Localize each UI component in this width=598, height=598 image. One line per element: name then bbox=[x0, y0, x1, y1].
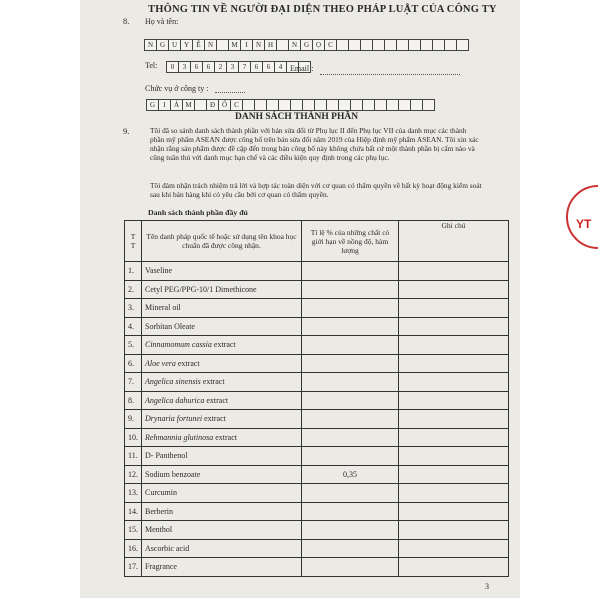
name-label: Họ và tên: bbox=[145, 17, 179, 26]
ingredient-ratio bbox=[302, 299, 399, 318]
section-heading-representative: THÔNG TIN VỀ NGƯỜI ĐẠI DIỆN THEO PHÁP LUẬT CỦA CÔNG TY bbox=[148, 4, 497, 15]
tel-label: Tel: bbox=[145, 61, 158, 70]
ingredient-ratio bbox=[302, 539, 399, 558]
header-name: Tên danh pháp quốc tế hoặc sử dụng tên khoa học chuẩn đã được công nhận. bbox=[142, 221, 302, 262]
table-row bbox=[125, 465, 509, 484]
char-box: N bbox=[204, 39, 217, 51]
char-box: M bbox=[228, 39, 241, 51]
ingredient-note bbox=[399, 521, 509, 540]
item-number-9: 9. bbox=[123, 126, 130, 136]
position-label: Chức vụ ở công ty : bbox=[145, 84, 209, 93]
char-box bbox=[422, 99, 435, 111]
char-box: G bbox=[300, 39, 313, 51]
row-number: 9. bbox=[125, 410, 142, 429]
char-box: 0 bbox=[166, 61, 179, 73]
ingredient-name: D- Panthenol bbox=[142, 447, 302, 466]
email-line bbox=[320, 66, 460, 75]
table-row bbox=[125, 502, 509, 521]
ingredient-name: Mineral oil bbox=[142, 299, 302, 318]
ingredient-name: Aloe vera extract bbox=[142, 354, 302, 373]
ingredient-name: Berberin bbox=[142, 502, 302, 521]
char-box: G bbox=[146, 99, 159, 111]
ingredient-note bbox=[399, 336, 509, 355]
char-box: 7 bbox=[238, 61, 251, 73]
char-box: G bbox=[156, 39, 169, 51]
row-number: 1. bbox=[125, 262, 142, 281]
table-row bbox=[125, 410, 509, 429]
header-ratio: Tỉ lệ % của những chất có giới hạn về nồng độ, hàm lượng bbox=[302, 221, 399, 262]
ingredient-name: Cetyl PEG/PPG-10/1 Dimethicone bbox=[142, 280, 302, 299]
background-right bbox=[520, 0, 598, 598]
row-number: 16. bbox=[125, 539, 142, 558]
ingredient-note bbox=[399, 465, 509, 484]
ingredient-note bbox=[399, 484, 509, 503]
table-row bbox=[125, 336, 509, 355]
char-box: I bbox=[158, 99, 171, 111]
char-box: Y bbox=[180, 39, 193, 51]
table-row bbox=[125, 262, 509, 281]
char-box: 3 bbox=[178, 61, 191, 73]
table-row bbox=[125, 299, 509, 318]
table-row bbox=[125, 391, 509, 410]
char-box: U bbox=[168, 39, 181, 51]
ingredient-ratio bbox=[302, 354, 399, 373]
ingredient-name: Drynaria fortunei extract bbox=[142, 410, 302, 429]
char-box: 6 bbox=[250, 61, 263, 73]
row-number: 11. bbox=[125, 447, 142, 466]
ingredient-note bbox=[399, 558, 509, 577]
row-number: 6. bbox=[125, 354, 142, 373]
char-box: 2 bbox=[214, 61, 227, 73]
char-box: N bbox=[144, 39, 157, 51]
char-box: C bbox=[230, 99, 243, 111]
ingredient-ratio bbox=[302, 262, 399, 281]
ingredient-note bbox=[399, 391, 509, 410]
ingredient-ratio bbox=[302, 428, 399, 447]
table-row bbox=[125, 373, 509, 392]
ingredient-note bbox=[399, 447, 509, 466]
char-box: I bbox=[240, 39, 253, 51]
char-box: Ễ bbox=[192, 39, 205, 51]
ingredient-note bbox=[399, 280, 509, 299]
table-row bbox=[125, 447, 509, 466]
position-line bbox=[215, 84, 245, 93]
ingredient-note bbox=[399, 354, 509, 373]
char-box: H bbox=[264, 39, 277, 51]
char-box: C bbox=[324, 39, 337, 51]
ingredient-ratio bbox=[302, 502, 399, 521]
row-number: 8. bbox=[125, 391, 142, 410]
ingredient-name: Vaseline bbox=[142, 262, 302, 281]
header-tt: T T bbox=[125, 221, 142, 262]
ingredient-name: Angelica dahurica extract bbox=[142, 391, 302, 410]
ingredient-name: Sorbitan Oleate bbox=[142, 317, 302, 336]
ingredient-ratio bbox=[302, 373, 399, 392]
char-box: 3 bbox=[226, 61, 239, 73]
ingredient-ratio bbox=[302, 484, 399, 503]
char-box: Ọ bbox=[312, 39, 325, 51]
char-box: M bbox=[182, 99, 195, 111]
declaration-paragraph-1: Tôi đã so sánh danh sách thành phần với bản sửa đổi từ Phụ lục II đến Phụ lục VII của danh mục các thành phần mỹ phẩm ASEAN được công bố trên bản sửa đổi năm 2019 của Hiệp định mỹ phẩm ASEAN. Tôi xin xác nhận rằng sản phẩm được đề cập đến trong bản công bố này không chứa bất cứ một thành phần bị cấm nào và cũng tuân thủ với danh mục hạn chế và các điều kiện quy định trong các phụ lục. bbox=[150, 126, 479, 162]
row-number: 12. bbox=[125, 465, 142, 484]
ingredient-table bbox=[124, 220, 509, 577]
char-box: N bbox=[288, 39, 301, 51]
ingredient-ratio bbox=[302, 391, 399, 410]
table-row bbox=[125, 280, 509, 299]
ingredient-note bbox=[399, 428, 509, 447]
table-header-row bbox=[125, 221, 509, 262]
char-box: 6 bbox=[202, 61, 215, 73]
ingredient-name: Rehmannia glutinosa extract bbox=[142, 428, 302, 447]
ingredient-note bbox=[399, 299, 509, 318]
header-note: Ghi chú bbox=[399, 221, 509, 262]
char-box: 6 bbox=[262, 61, 275, 73]
ingredient-table-title: Danh sách thành phần đầy đủ bbox=[148, 208, 248, 217]
ingredient-name: Ascorbic acid bbox=[142, 539, 302, 558]
ingredient-ratio: 0,35 bbox=[302, 465, 399, 484]
ingredient-name: Curcumin bbox=[142, 484, 302, 503]
table-row bbox=[125, 521, 509, 540]
row-number: 15. bbox=[125, 521, 142, 540]
char-box: Á bbox=[170, 99, 183, 111]
ingredient-name: Cinnamomum cassia extract bbox=[142, 336, 302, 355]
ingredient-name: Menthol bbox=[142, 521, 302, 540]
table-row bbox=[125, 428, 509, 447]
position-char-boxes bbox=[146, 99, 434, 111]
row-number: 13. bbox=[125, 484, 142, 503]
ingredient-note bbox=[399, 539, 509, 558]
char-box: 4 bbox=[274, 61, 287, 73]
table-row bbox=[125, 539, 509, 558]
ingredient-note bbox=[399, 373, 509, 392]
row-number: 10. bbox=[125, 428, 142, 447]
row-number: 4. bbox=[125, 317, 142, 336]
tel-char-boxes bbox=[166, 61, 310, 73]
page-number: 3 bbox=[485, 582, 489, 591]
char-box: Đ bbox=[206, 99, 219, 111]
ingredient-name: Sodium benzoate bbox=[142, 465, 302, 484]
row-number: 7. bbox=[125, 373, 142, 392]
table-row bbox=[125, 484, 509, 503]
ingredients-heading: DANH SÁCH THÀNH PHẦN bbox=[235, 112, 359, 122]
table-row bbox=[125, 354, 509, 373]
char-box: N bbox=[252, 39, 265, 51]
char-box bbox=[456, 39, 469, 51]
ingredient-name: Fragrance bbox=[142, 558, 302, 577]
table-row bbox=[125, 558, 509, 577]
char-box: Ố bbox=[218, 99, 231, 111]
row-number: 2. bbox=[125, 280, 142, 299]
ingredient-note bbox=[399, 262, 509, 281]
table-row bbox=[125, 317, 509, 336]
ingredient-ratio bbox=[302, 336, 399, 355]
ingredient-note bbox=[399, 502, 509, 521]
ingredient-ratio bbox=[302, 410, 399, 429]
item-number-8: 8. bbox=[123, 16, 130, 26]
ingredient-note bbox=[399, 317, 509, 336]
declaration-paragraph-2: Tôi đảm nhận trách nhiệm trả lời và hợp tác toàn diện với cơ quan có thẩm quyền về bất kỳ hoạt động kiểm soát sau khi bán hàng khi có yêu cầu bởi cơ quan có thẩm quyền. bbox=[150, 181, 482, 199]
ingredient-ratio bbox=[302, 447, 399, 466]
ingredient-ratio bbox=[302, 521, 399, 540]
email-label: Email : bbox=[290, 64, 314, 73]
char-box: 6 bbox=[190, 61, 203, 73]
ingredient-ratio bbox=[302, 280, 399, 299]
stamp-text: YT bbox=[576, 217, 592, 231]
ingredient-ratio bbox=[302, 558, 399, 577]
row-number: 5. bbox=[125, 336, 142, 355]
row-number: 17. bbox=[125, 558, 142, 577]
name-char-boxes bbox=[144, 39, 468, 51]
row-number: 3. bbox=[125, 299, 142, 318]
row-number: 14. bbox=[125, 502, 142, 521]
ingredient-note bbox=[399, 410, 509, 429]
ingredient-name: Angelica sinensis extract bbox=[142, 373, 302, 392]
red-stamp bbox=[566, 185, 598, 255]
ingredient-ratio bbox=[302, 317, 399, 336]
